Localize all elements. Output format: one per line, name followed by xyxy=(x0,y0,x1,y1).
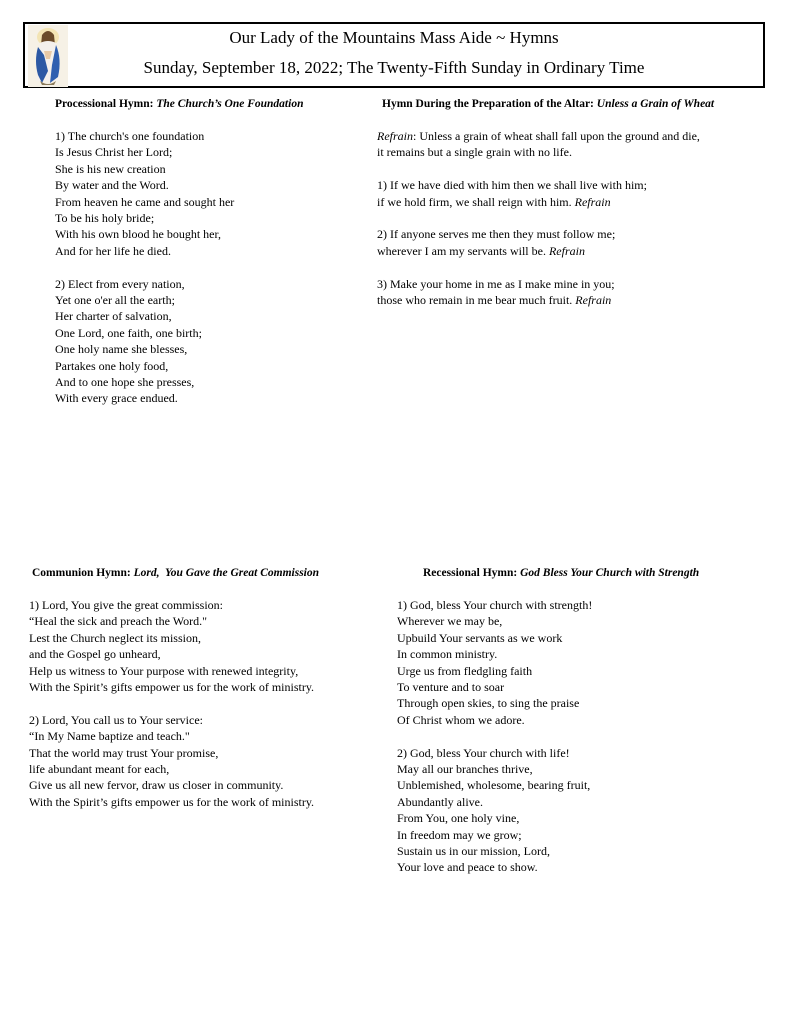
communion-hymn-title: Communion Hymn: Lord, You Gave the Great Commission xyxy=(32,567,320,579)
processional-hymn-title: Processional Hymn: The Church’s One Foundation xyxy=(55,98,304,110)
lyric-line: With his own blood he bought her, xyxy=(55,227,222,242)
header-box xyxy=(23,22,765,88)
lyric-line: Upbuild Your servants as we work xyxy=(397,630,563,645)
lyric-line: From You, one holy vine, xyxy=(397,811,520,826)
lyric-line: 2) If anyone serves me then they must follow me; xyxy=(377,227,616,242)
lyric-line: Of Christ whom we adore. xyxy=(397,712,525,727)
lyric-line: May all our branches thrive, xyxy=(397,762,533,777)
lyric-line: From heaven he came and sought her xyxy=(55,194,235,209)
lyric-line: She is his new creation xyxy=(55,161,166,176)
refrain-line: Refrain: Unless a grain of wheat shall fall upon the ground and die, xyxy=(377,129,700,143)
lyric-line: 2) God, bless Your church with life! xyxy=(397,745,570,760)
lyric-line: And to one hope she presses, xyxy=(55,375,195,390)
lyric-line: To be his holy bride; xyxy=(55,211,155,226)
lyric-line: To venture and to soar xyxy=(397,680,505,695)
lyric-line: Partakes one holy food, xyxy=(55,358,169,373)
lyric-line: 2) Elect from every nation, xyxy=(55,276,185,291)
lyric-line: 1) The church's one foundation xyxy=(55,129,205,143)
lyric-line: 2) Lord, You call us to Your service: xyxy=(29,712,203,727)
lyric-line: Abundantly alive. xyxy=(397,794,483,809)
lyric-line: One Lord, one faith, one birth; xyxy=(55,325,202,340)
lyric-line: One holy name she blesses, xyxy=(55,342,188,357)
lyric-line: Help us witness to Your purpose with renewed integrity, xyxy=(29,663,299,678)
lyric-line: Her charter of salvation, xyxy=(55,309,172,324)
processional-lyrics xyxy=(55,128,303,407)
page-title: Our Lady of the Mountains Mass Aide ~ Hymns xyxy=(229,28,559,47)
lyric-line: Yet one o'er all the earth; xyxy=(55,293,175,308)
recessional-lyrics xyxy=(397,597,699,876)
lyric-line: “In My Name baptize and teach." xyxy=(29,729,190,744)
lyric-line: In common ministry. xyxy=(397,647,498,662)
madonna-image xyxy=(28,25,68,87)
lyric-line: With every grace endued. xyxy=(55,391,178,406)
preparation-hymn-title: Hymn During the Preparation of the Altar: Unless a Grain of Wheat xyxy=(382,98,715,110)
lyric-line: Sustain us in our mission, Lord, xyxy=(397,844,551,859)
recessional-hymn-section xyxy=(397,565,699,876)
processional-hymn-section xyxy=(55,96,303,407)
recessional-hymn-title: Recessional Hymn: God Bless Your Church with Strength xyxy=(423,567,700,579)
lyric-line: In freedom may we grow; xyxy=(397,827,522,842)
lyric-line: if we hold firm, we shall reign with him. Refrain xyxy=(377,194,611,209)
lyric-line: Wherever we may be, xyxy=(397,614,503,629)
lyric-line: Urge us from fledgling faith xyxy=(397,663,533,678)
lyric-line: 1) God, bless Your church with strength! xyxy=(397,598,593,612)
lyric-line: 1) Lord, You give the great commission: xyxy=(29,598,223,612)
lyric-line: Lest the Church neglect its mission, xyxy=(29,630,201,645)
lyric-line: “Heal the sick and preach the Word." xyxy=(29,614,207,629)
refrain-line: it remains but a single grain with no life. xyxy=(377,145,572,160)
lyric-line: Your love and peace to show. xyxy=(397,860,538,875)
lyric-line: wherever I am my servants will be. Refrain xyxy=(377,243,585,258)
lyric-line: By water and the Word. xyxy=(55,178,169,193)
lyric-line: And for her life he died. xyxy=(55,243,171,258)
communion-hymn-section xyxy=(29,565,319,810)
lyric-line: With the Spirit’s gifts empower us for the work of ministry. xyxy=(29,794,315,809)
lyric-line: With the Spirit’s gifts empower us for the work of ministry. xyxy=(29,680,315,695)
lyric-line: life abundant meant for each, xyxy=(29,762,170,777)
lyric-line: Unblemished, wholesome, bearing fruit, xyxy=(397,778,591,793)
lyric-line: That the world may trust Your promise, xyxy=(29,745,219,760)
lyric-line: Give us all new fervor, draw us closer in community. xyxy=(29,778,284,793)
lyric-line: 1) If we have died with him then we shall live with him; xyxy=(377,178,647,193)
preparation-lyrics xyxy=(377,128,714,308)
lyric-line: 3) Make your home in me as I make mine in you; xyxy=(377,276,615,291)
lyric-line: Is Jesus Christ her Lord; xyxy=(55,145,173,160)
lyric-line: Through open skies, to sing the praise xyxy=(397,696,580,711)
preparation-hymn-section xyxy=(377,96,714,308)
page-subtitle: Sunday, September 18, 2022; The Twenty-Fifth Sunday in Ordinary Time xyxy=(143,58,645,77)
communion-lyrics xyxy=(29,597,319,810)
lyric-line: those who remain in me bear much fruit. Refrain xyxy=(377,293,612,308)
lyric-line: and the Gospel go unheard, xyxy=(29,647,161,662)
